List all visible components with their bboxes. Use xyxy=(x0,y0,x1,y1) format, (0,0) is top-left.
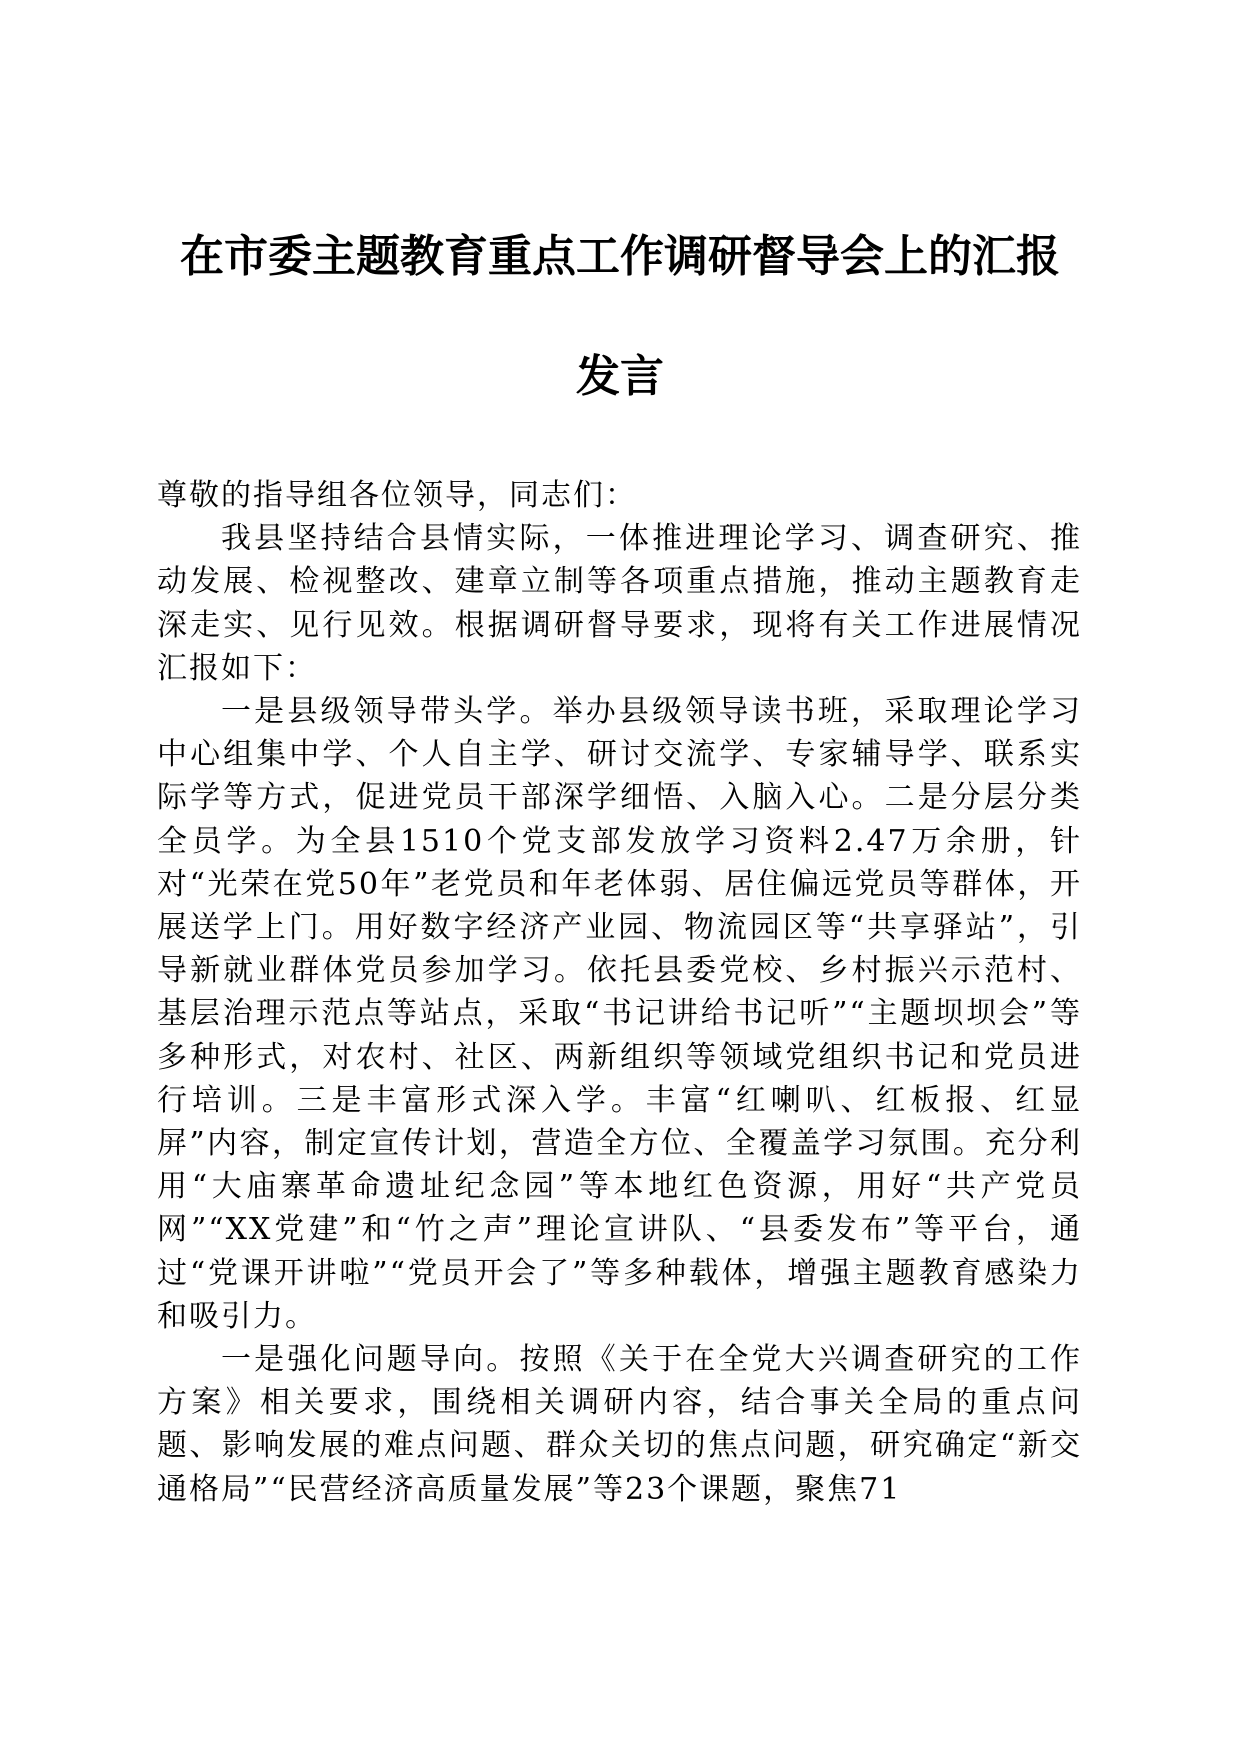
document-body xyxy=(157,474,1082,1511)
salutation: 尊敬的指导组各位领导，同志们： xyxy=(157,478,637,513)
document-title-line-1: 在市委主题教育重点工作调研督导会上的汇报 xyxy=(180,231,1060,282)
document-title-line-2: 发言 xyxy=(576,351,664,402)
paragraph-intro: 我县坚持结合县情实际，一体推进理论学习、调查研究、推动发展、检视整改、建章立制等各项重点措施，推动主题教育走深走实、见行见效。根据调研督导要求，现将有关工作进展情况汇报如下： xyxy=(157,521,1082,686)
paragraph-research: 一是强化问题导向。按照《关于在全党大兴调查研究的工作方案》相关要求，围绕相关调研内容，结合事关全局的重点问题、影响发展的难点问题、群众关切的焦点问题，研究确定“新交通格局”“民营经济高质量发展”等23个课题，聚焦71 xyxy=(157,1342,1082,1507)
paragraph-study: 一是县级领导带头学。举办县级领导读书班，采取理论学习中心组集中学、个人自主学、研讨交流学、专家辅导学、联系实际学等方式，促进党员干部深学细悟、入脑入心。二是分层分类全员学。为全县1510个党支部发放学习资料2.47万余册，针对“光荣在党50年”老党员和年老体弱、居住偏远党员等群体，开展送学上门。用好数字经济产业园、物流园区等“共享驿站”，引导新就业群体党员参加学习。依托县委党校、乡村振兴示范村、基层治理示范点等站点，采取“书记讲给书记听”“主题坝坝会”等多种形式，对农村、社区、两新组织等领域党组织书记和党员进行培训。三是丰富形式深入学。丰富“红喇叭、红板报、红显屏”内容，制定宣传计划，营造全方位、全覆盖学习氛围。充分利用“大庙寨革命遗址纪念园”等本地红色资源，用好“共产党员网”“XX党建”和“竹之声”理论宣讲队、“县委发布”等平台，通过“党课开讲啦”“党员开会了”等多种载体，增强主题教育感染力和吸引力。 xyxy=(157,694,1082,1334)
